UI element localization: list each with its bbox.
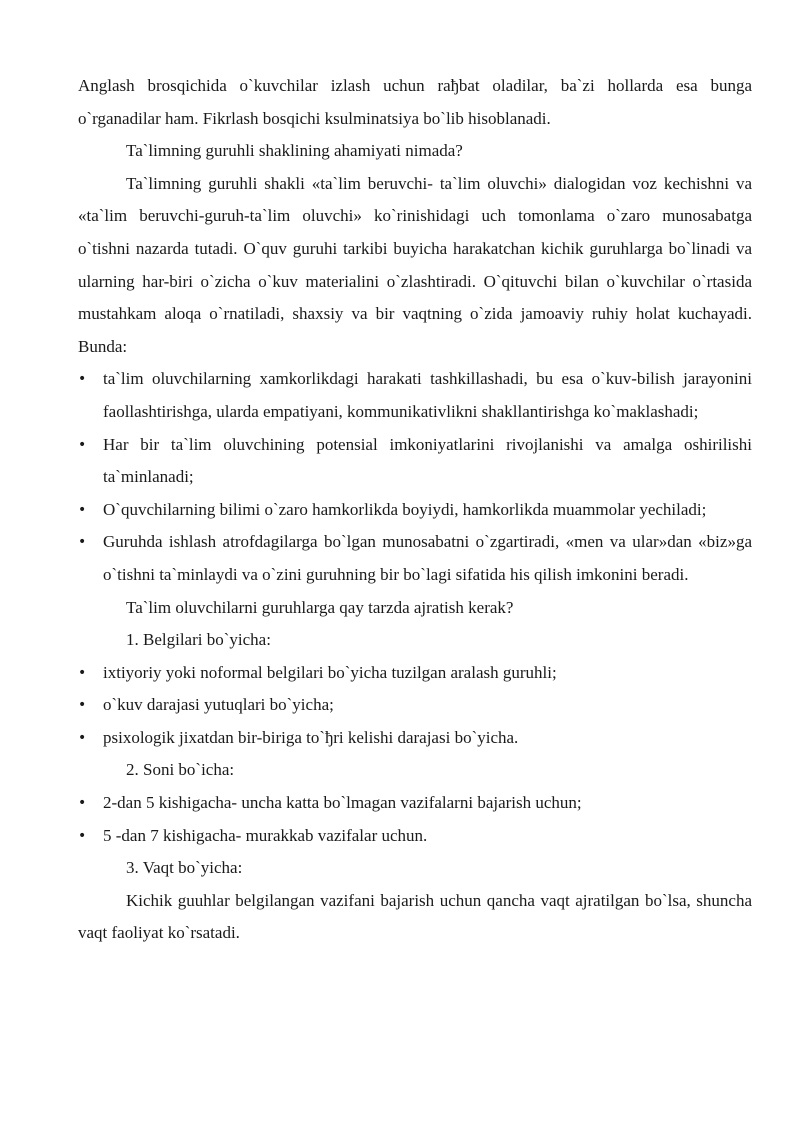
list-item — [78, 722, 752, 755]
list-item — [78, 657, 752, 690]
bullet-icon: • — [78, 795, 87, 812]
list-item — [78, 689, 752, 722]
bullet-icon: • — [78, 729, 87, 746]
numbered-heading-3: 3. Vaqt bo`yicha: — [126, 858, 243, 878]
paragraph-intro: Anglash brosqichida o`kuvchilar izlash uchun raђbat oladilar, ba`zi hollarda esa bunga o`rganadilar ham. Fikrlash bosqichi ksulminatsiya bo`lib hisoblanadi. — [78, 76, 752, 128]
bullet-icon: • — [78, 436, 87, 453]
list-item — [78, 494, 752, 527]
list-item-text: ixtiyoriy yoki noformal belgilari bo`yicha tuzilgan aralash guruhli; — [103, 662, 557, 682]
numbered-heading-1: 1. Belgilari bo`yicha: — [126, 630, 271, 650]
list-item-text: Har bir ta`lim oluvchining potensial imkoniyatlarini rivojlanishi va amalga oshirilishi ta`minlanadi; — [103, 434, 752, 487]
paragraph-group-form: Ta`limning guruhli shakli «ta`lim beruvchi- ta`lim oluvchi» dialogidan voz kechishni va «ta`lim beruvchi-guruh-ta`lim oluvchi» ko`rinishidagi uch tomonlama o`zaro munosabatga o`tishni nazarda tutadi. O`quv guruhi tarkibi buyicha harakatchan kichik guruhlarga bo`linadi va ularning har-biri o`zicha o`kuv materialini o`zlashtiradi. O`qituvchi bilan o`kuvchilar o`rtasida mustahkam aloqa o`rnatiladi, shaxsiy va bir vaqtning o`zida jamoaviy ruhiy holat kuchayadi. Bunda: — [78, 173, 752, 356]
list-item-text: O`quvchilarning bilimi o`zaro hamkorlikda boyiydi, hamkorlikda muammolar yechiladi; — [103, 499, 707, 519]
question-heading-2: Ta`lim oluvchilarni guruhlarga qay tarzda ajratish kerak? — [126, 597, 514, 617]
list-item — [78, 363, 752, 428]
bullet-icon: • — [78, 697, 87, 714]
bullet-list-benefits — [78, 363, 752, 591]
list-item-text: psixologik jixatdan bir-biriga to`ђri kelishi darajasi bo`yicha. — [103, 727, 519, 747]
list-item-text: Guruhda ishlash atrofdagilarga bo`lgan munosabatni o`zgartiradi, «men va ular»dan «biz»ga o`tishni ta`minlaydi va o`zini guruhning bir bo`lagi sifatida his qilish imkonini beradi. — [103, 532, 752, 584]
numbered-heading-2: 2. Soni bo`icha: — [126, 760, 235, 780]
bullet-icon: • — [78, 501, 87, 518]
bullet-icon: • — [78, 534, 87, 551]
list-item — [78, 429, 752, 494]
list-item-text: ta`lim oluvchilarning xamkorlikdagi harakati tashkillashadi, bu esa o`kuv-bilish jarayonini faollashtirishga, ularda empatiyani, kommunikativlikni shakllantirishga ko`maklashadi; — [103, 369, 752, 421]
list-item — [78, 820, 752, 853]
list-item-text: o`kuv darajasi yutuqlari bo`yicha; — [103, 695, 334, 715]
bullet-icon: • — [78, 827, 87, 844]
bullet-list-size — [78, 787, 752, 852]
paragraph-closing: Kichik guuhlar belgilangan vazifani bajarish uchun qancha vaqt ajratilgan bo`lsa, shuncha vaqt faoliyat ko`rsatadi. — [78, 890, 752, 943]
bullet-icon: • — [78, 371, 87, 388]
list-item — [78, 526, 752, 591]
bullet-icon: • — [78, 664, 87, 681]
list-item — [78, 787, 752, 820]
document-body — [78, 70, 752, 950]
question-heading-1: Ta`limning guruhli shaklining ahamiyati nimada? — [126, 141, 463, 161]
list-item-text: 2-dan 5 kishigacha- uncha katta bo`lmagan vazifalarni bajarish uchun; — [103, 793, 582, 813]
bullet-list-criteria — [78, 657, 752, 755]
list-item-text: 5 -dan 7 kishigacha- murakkab vazifalar uchun. — [103, 825, 428, 845]
